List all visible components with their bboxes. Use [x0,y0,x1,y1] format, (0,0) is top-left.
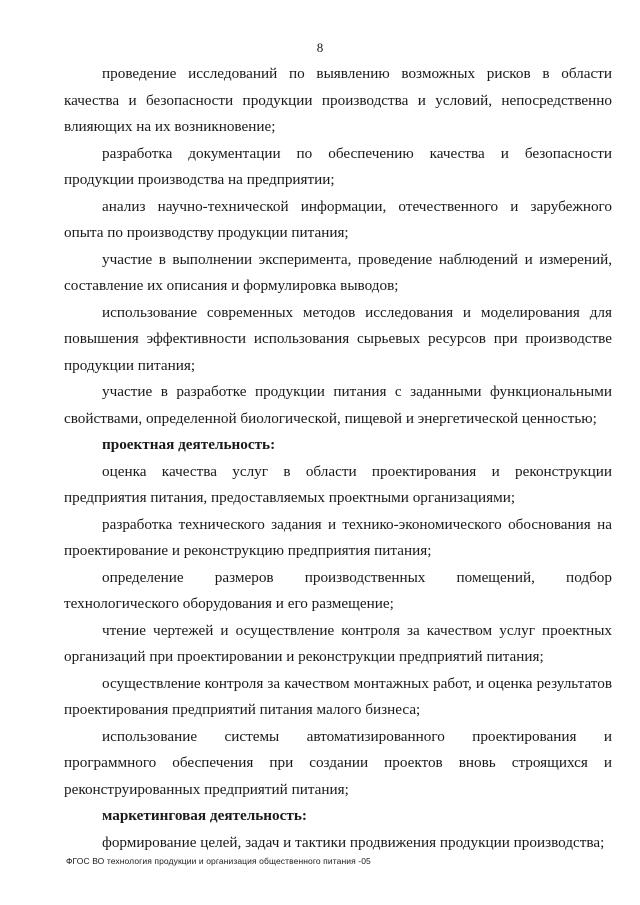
paragraph-technical-assignment: разработка технического задания и технико-экономического обоснования на проектирование и реконструкцию предприятия питания; [64,515,612,559]
paragraph-installation-control: осуществление контроля за качеством монтажных работ, и оценка результатов проектирования предприятий питания малого бизнеса; [64,674,612,718]
paragraph-experiment-participation: участие в выполнении эксперимента, проведение наблюдений и измерений, составление их описания и формулировка выводов; [64,250,612,294]
paragraph-functional-products: участие в разработке продукции питания с заданными функциональными свойствами, определенной биологической, пищевой и энергетической ценностью; [64,383,612,427]
paragraph-information-analysis: анализ научно-технической информации, отечественного и зарубежного опыта по производству продукции питания; [64,197,612,241]
paragraph-research-methods: использование современных методов исследования и моделирования для повышения эффективности использования сырьевых ресурсов при производстве продукции питания; [64,303,612,374]
page-number: 8 [316,40,324,55]
paragraph-research-risks: проведение исследований по выявлению возможных рисков в области качества и безопасности продукции производства и условий, непосредственно влияющих на их возникновение; [64,65,612,135]
heading-marketing-activity: маркетинговая деятельность: [102,807,307,824]
paragraph-drawings-reading: чтение чертежей и осуществление контроля за качеством услуг проектных организаций при проектировании и реконструкции предприятий питания; [64,621,612,665]
heading-project-activity: проектная деятельность: [102,436,276,453]
paragraph-service-quality-assessment: оценка качества услуг в области проектирования и реконструкции предприятия питания, предоставляемых проектными организациями; [64,462,612,506]
paragraph-quality-documentation: разработка документации по обеспечению качества и безопасности продукции производства на предприятии; [64,144,612,188]
paragraph-promotion-goals: формирование целей, задач и тактики продвижения продукции производства; [102,833,605,851]
paragraph-premises-sizing: определение размеров производственных помещений, подбор технологического оборудования и его размещение; [64,568,612,612]
document-body [64,61,612,856]
paragraph-cad-usage: использование системы автоматизированного проектирования и программного обеспечения при создании проектов вновь строящихся и реконструированных предприятий питания; [64,727,612,798]
page-footer: ФГОС ВО технология продукции и организация общественного питания -05 [66,856,371,866]
